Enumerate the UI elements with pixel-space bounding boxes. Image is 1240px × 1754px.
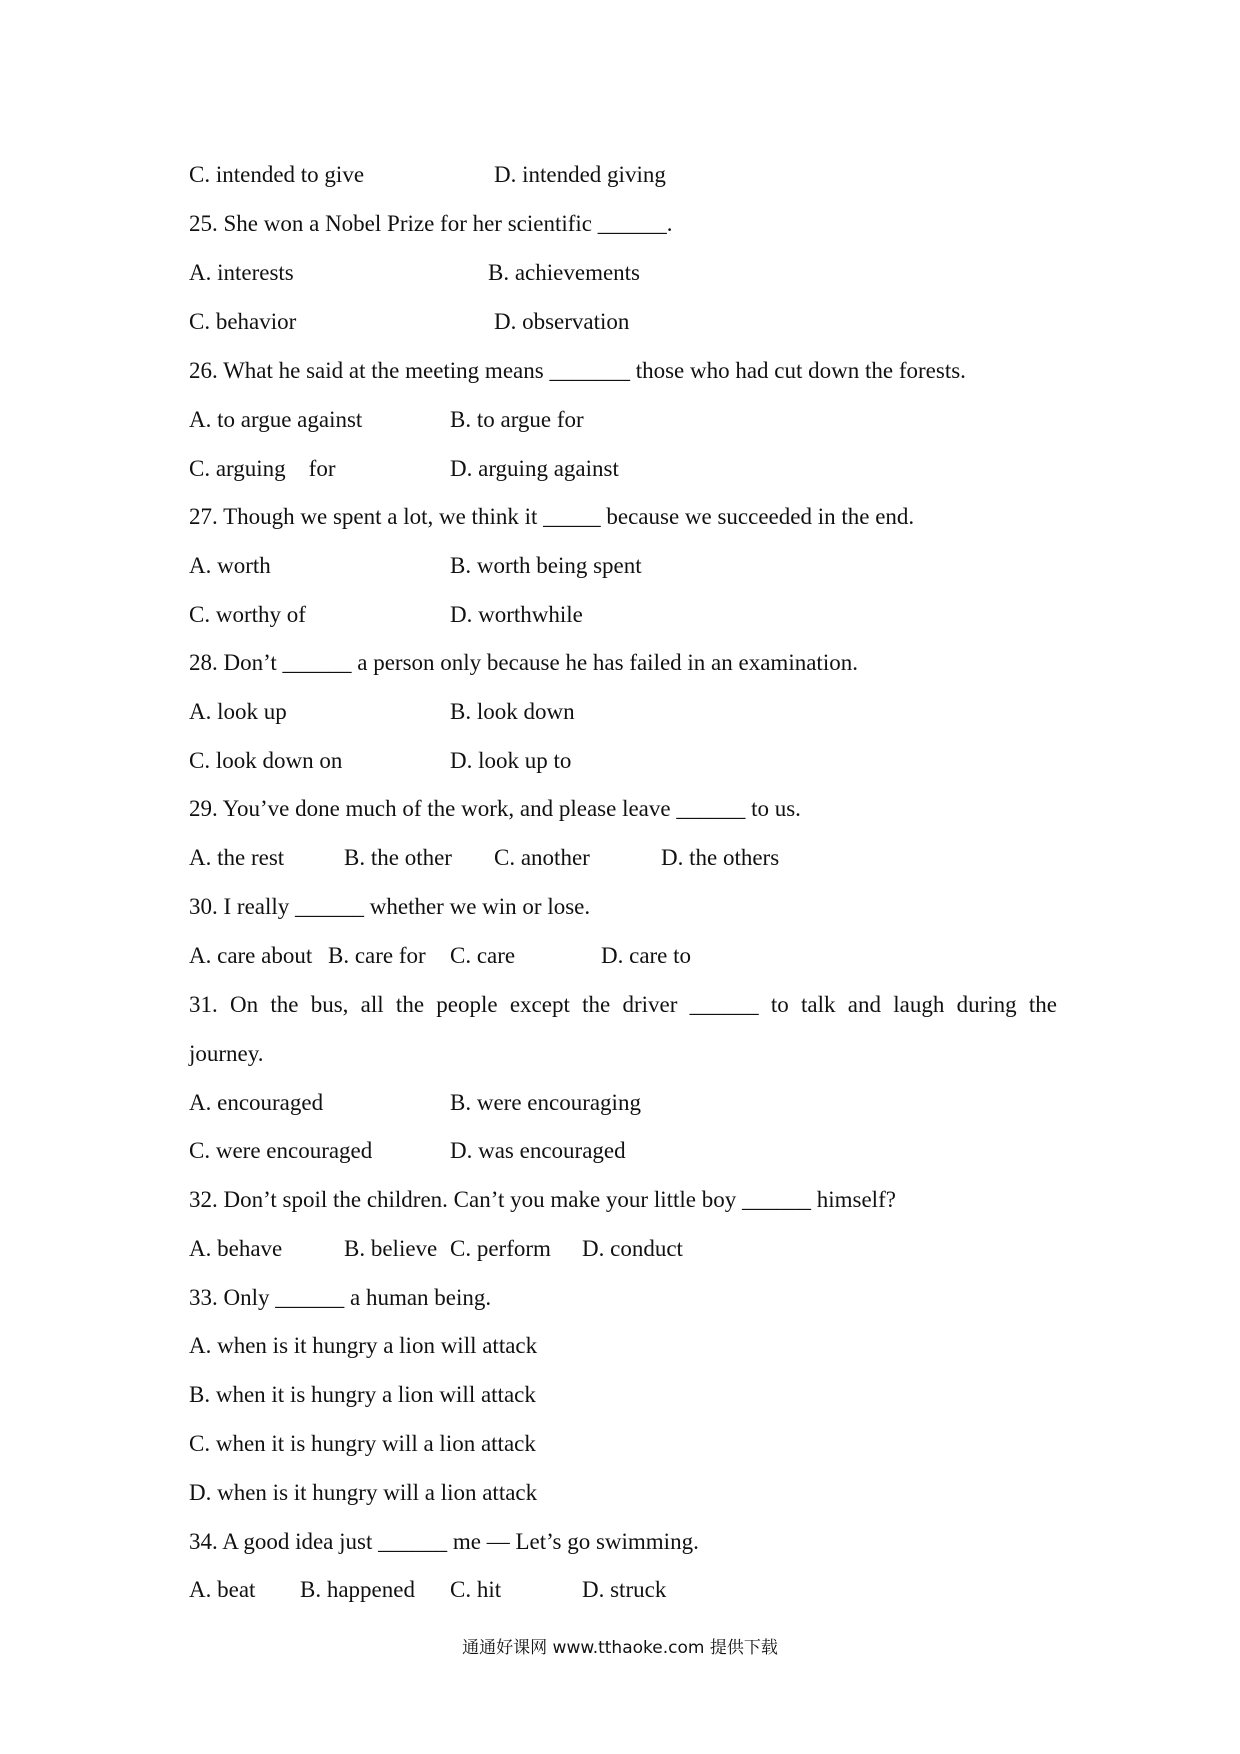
q26-option-a: A. to argue against <box>189 407 363 432</box>
q32-option-b: B. believe <box>344 1236 438 1261</box>
q29-option-c: C. another <box>494 845 590 870</box>
q27-option-c: C. worthy of <box>189 602 306 627</box>
q34-option-c: C. hit <box>450 1577 502 1602</box>
q26-option-c: C. arguing for <box>189 456 336 481</box>
q28-option-d: D. look up to <box>450 748 572 773</box>
q30-option-d: D. care to <box>601 943 692 968</box>
q27-option-d: D. worthwhile <box>450 602 583 627</box>
q25-option-c: C. behavior <box>189 309 297 334</box>
q31-stem-line1: 31. On the bus, all the people except the driver ______ to talk and laugh during the <box>189 992 1057 1017</box>
q32-stem: 32. Don’t spoil the children. Can’t you make your little boy ______ himself? <box>189 1187 896 1212</box>
q29-option-d: D. the others <box>661 845 780 870</box>
q34-option-d: D. struck <box>582 1577 667 1602</box>
q28-option-a: A. look up <box>189 699 287 724</box>
q26-option-d: D. arguing against <box>450 456 619 481</box>
q33-option-c: C. when it is hungry will a lion attack <box>189 1431 536 1456</box>
q29-option-b: B. the other <box>344 845 452 870</box>
q25-option-b: B. achievements <box>488 260 641 285</box>
q28-option-b: B. look down <box>450 699 575 724</box>
q30-option-a: A. care about <box>189 943 313 968</box>
q29-stem: 29. You’ve done much of the work, and please leave ______ to us. <box>189 796 801 821</box>
q28-stem: 28. Don’t ______ a person only because he has failed in an examination. <box>189 650 858 675</box>
q30-option-b: B. care for <box>328 943 426 968</box>
q33-stem: 33. Only ______ a human being. <box>189 1285 492 1310</box>
q34-option-b: B. happened <box>300 1577 415 1602</box>
q33-option-b: B. when it is hungry a lion will attack <box>189 1382 536 1407</box>
page-footer: 通通好课网 www.tthaoke.com 提供下载 <box>462 1638 778 1658</box>
q30-stem: 30. I really ______ whether we win or lose. <box>189 894 591 919</box>
q31-stem-line2: journey. <box>189 1041 264 1066</box>
q31-option-d: D. was encouraged <box>450 1138 626 1163</box>
q32-option-d: D. conduct <box>582 1236 683 1261</box>
q25-option-a: A. interests <box>189 260 294 285</box>
q27-option-a: A. worth <box>189 553 271 578</box>
q33-option-a: A. when is it hungry a lion will attack <box>189 1333 538 1358</box>
q27-option-b: B. worth being spent <box>450 553 642 578</box>
q31-option-c: C. were encouraged <box>189 1138 373 1163</box>
q33-option-d: D. when is it hungry will a lion attack <box>189 1480 538 1505</box>
q34-option-a: A. beat <box>189 1577 256 1602</box>
q24-option-d: D. intended giving <box>494 162 666 187</box>
q26-stem: 26. What he said at the meeting means _______ those who had cut down the forests. <box>189 358 966 383</box>
q25-option-d: D. observation <box>494 309 630 334</box>
q31-option-b: B. were encouraging <box>450 1090 641 1115</box>
q31-option-a: A. encouraged <box>189 1090 324 1115</box>
q28-option-c: C. look down on <box>189 748 343 773</box>
q34-stem: 34. A good idea just ______ me — Let’s go swimming. <box>189 1529 699 1554</box>
q29-option-a: A. the rest <box>189 845 285 870</box>
q32-option-c: C. perform <box>450 1236 551 1261</box>
q32-option-a: A. behave <box>189 1236 283 1261</box>
q27-stem: 27. Though we spent a lot, we think it _____ because we succeeded in the end. <box>189 504 915 529</box>
q24-option-c: C. intended to give <box>189 162 365 187</box>
q25-stem: 25. She won a Nobel Prize for her scientific ______. <box>189 211 673 236</box>
q26-option-b: B. to argue for <box>450 407 584 432</box>
q30-option-c: C. care <box>450 943 516 968</box>
